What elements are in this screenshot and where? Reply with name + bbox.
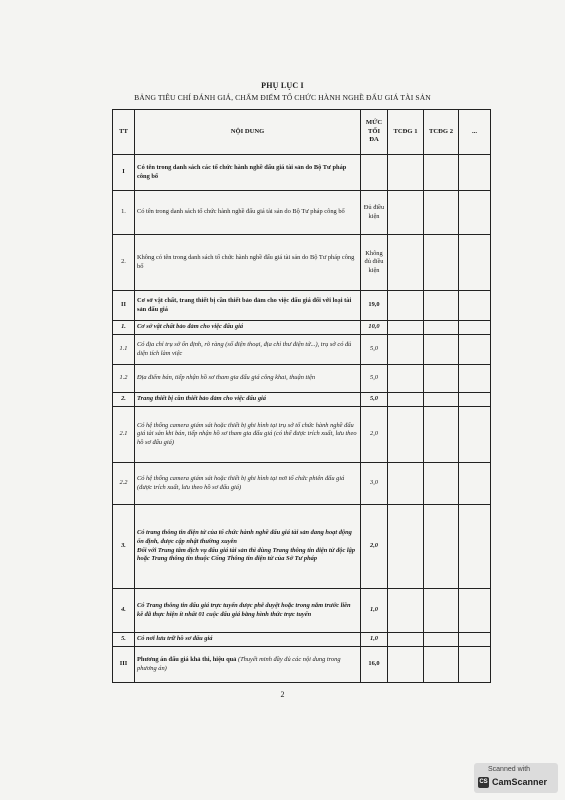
row-tt: 4. — [113, 589, 135, 633]
col-header-content: NỘI DUNG — [135, 110, 361, 155]
criteria-table — [112, 109, 491, 683]
table-row — [113, 647, 491, 683]
table-row — [113, 393, 491, 407]
row-max-score: 5,0 — [361, 393, 388, 407]
tcdg2-cell — [424, 407, 459, 463]
table-row — [113, 321, 491, 335]
row-content: Trang thiết bị cần thiết bảo đảm cho việc đấu giá — [135, 393, 361, 407]
col-header-tcdg2: TCĐG 2 — [424, 110, 459, 155]
row-max-score: 5,0 — [361, 365, 388, 393]
tcdg2-cell — [424, 633, 459, 647]
tcdg1-cell — [388, 505, 424, 589]
table-row — [113, 191, 491, 235]
more-cell — [459, 291, 491, 321]
row-tt: 2. — [113, 235, 135, 291]
tcdg2-cell — [424, 191, 459, 235]
tcdg2-cell — [424, 589, 459, 633]
row-max-score: 1,0 — [361, 633, 388, 647]
tcdg2-cell — [424, 291, 459, 321]
more-cell — [459, 235, 491, 291]
row-content: Không có tên trong danh sách tổ chức hành nghề đấu giá tài sản do Bộ Tư pháp công bố — [135, 235, 361, 291]
tcdg1-cell — [388, 335, 424, 365]
tcdg2-cell — [424, 463, 459, 505]
tcdg2-cell — [424, 155, 459, 191]
table-row — [113, 235, 491, 291]
row-content-main: Phương án đấu giá khả thi, hiệu quả — [137, 655, 237, 663]
row-content: Có địa chỉ trụ sở ổn định, rõ ràng (số điện thoại, địa chỉ thư điện tử...), trụ sở có đủ diện tích làm việc — [135, 335, 361, 365]
table-row — [113, 589, 491, 633]
page-number: 2 — [280, 690, 285, 699]
row-max-score: 2,0 — [361, 505, 388, 589]
row-content: Có tên trong danh sách tổ chức hành nghề đấu giá tài sản do Bộ Tư pháp công bố — [135, 191, 361, 235]
table-row — [113, 407, 491, 463]
row-tt: 5. — [113, 633, 135, 647]
row-content-note: (Thuyết minh đầy đủ các nội dung trong phương án) — [137, 655, 341, 672]
row-max-score: 5,0 — [361, 335, 388, 365]
tcdg1-cell — [388, 589, 424, 633]
tcdg1-cell — [388, 365, 424, 393]
row-tt: I — [113, 155, 135, 191]
tcdg2-cell — [424, 235, 459, 291]
row-tt: III — [113, 647, 135, 683]
more-cell — [459, 393, 491, 407]
row-tt: 1. — [113, 321, 135, 335]
row-tt: 2.1 — [113, 407, 135, 463]
more-cell — [459, 321, 491, 335]
col-header-max-score: MỨC TỐI ĐA — [361, 110, 388, 155]
row-max-score: Không đủ điều kiện — [361, 235, 388, 291]
row-tt: 2. — [113, 393, 135, 407]
camscanner-logo-icon: CS — [478, 777, 489, 788]
more-cell — [459, 407, 491, 463]
camscanner-name: CamScanner — [492, 777, 548, 787]
col-header-more: ... — [459, 110, 491, 155]
tcdg2-cell — [424, 647, 459, 683]
tcdg1-cell — [388, 633, 424, 647]
row-tt: II — [113, 291, 135, 321]
row-tt: 1.1 — [113, 335, 135, 365]
more-cell — [459, 335, 491, 365]
more-cell — [459, 155, 491, 191]
tcdg1-cell — [388, 235, 424, 291]
more-cell — [459, 589, 491, 633]
table-row — [113, 633, 491, 647]
tcdg2-cell — [424, 505, 459, 589]
row-content: Cơ sở vật chất bảo đảm cho việc đấu giá — [135, 321, 361, 335]
tcdg2-cell — [424, 321, 459, 335]
tcdg1-cell — [388, 291, 424, 321]
table-row — [113, 463, 491, 505]
tcdg1-cell — [388, 191, 424, 235]
more-cell — [459, 633, 491, 647]
row-content: Có Trang thông tin đấu giá trực tuyến được phê duyệt hoặc trong năm trước liền kề đã thực hiện ít nhất 01 cuộc đấu giá bằng hình thức trực tuyến — [135, 589, 361, 633]
tcdg1-cell — [388, 393, 424, 407]
more-cell — [459, 365, 491, 393]
table-row — [113, 335, 491, 365]
row-content: Có hệ thống camera giám sát hoặc thiết bị ghi hình tại trụ sở tổ chức hành nghề đấu giá tài sản khi bán, tiếp nhận hồ sơ tham gia đấu giá (có thể được trích xuất, lưu theo hồ sơ đấu giá) — [135, 407, 361, 463]
row-max-score: 19,0 — [361, 291, 388, 321]
table-row — [113, 365, 491, 393]
tcdg2-cell — [424, 393, 459, 407]
table-row — [113, 155, 491, 191]
row-max-score: 1,0 — [361, 589, 388, 633]
row-content: Có nơi lưu trữ hồ sơ đấu giá — [135, 633, 361, 647]
row-max-score: Đủ điều kiện — [361, 191, 388, 235]
appendix-heading: PHỤ LỤC I — [261, 81, 304, 90]
row-max-score: 2,0 — [361, 407, 388, 463]
more-cell — [459, 647, 491, 683]
row-tt: 1. — [113, 191, 135, 235]
row-content — [135, 647, 361, 683]
more-cell — [459, 191, 491, 235]
row-content: Có trang thông tin điện tử của tổ chức hành nghề đấu giá tài sản đang hoạt động ổn định, được cập nhật thường xuyên Đối với Trung tâm dịch vụ đấu giá tài sản thì dùng Trang thông tin điện tử độc lập hoặc Trang thông tin thuộc Cổng Thông tin điện tử của Sở Tư pháp — [135, 505, 361, 589]
tcdg1-cell — [388, 155, 424, 191]
tcdg2-cell — [424, 365, 459, 393]
row-max-score: 10,0 — [361, 321, 388, 335]
more-cell — [459, 463, 491, 505]
row-content: Có hệ thống camera giám sát hoặc thiết bị ghi hình tại nơi tổ chức phiên đấu giá (được trích xuất, lưu theo hồ sơ đấu giá) — [135, 463, 361, 505]
tcdg1-cell — [388, 463, 424, 505]
row-max-score: 3,0 — [361, 463, 388, 505]
scanned-with-label: Scanned with — [488, 766, 531, 773]
col-header-tcdg1: TCĐG 1 — [388, 110, 424, 155]
row-tt: 3. — [113, 505, 135, 589]
row-content: Cơ sở vật chất, trang thiết bị cần thiết bảo đảm cho việc đấu giá đối với loại tài sản đấu giá — [135, 291, 361, 321]
more-cell — [459, 505, 491, 589]
table-row — [113, 505, 491, 589]
tcdg1-cell — [388, 647, 424, 683]
table-row — [113, 291, 491, 321]
row-max-score — [361, 155, 388, 191]
table-subheading: BẢNG TIÊU CHÍ ĐÁNH GIÁ, CHẤM ĐIỂM TỔ CHỨC HÀNH NGHỀ ĐẤU GIÁ TÀI SẢN — [134, 93, 431, 102]
row-tt: 2.2 — [113, 463, 135, 505]
row-content: Địa điểm bán, tiếp nhận hồ sơ tham gia đấu giá công khai, thuận tiện — [135, 365, 361, 393]
row-content: Có tên trong danh sách các tổ chức hành nghề đấu giá tài sản do Bộ Tư pháp công bố — [135, 155, 361, 191]
tcdg2-cell — [424, 335, 459, 365]
col-header-tt: TT — [113, 110, 135, 155]
camscanner-watermark — [474, 763, 558, 793]
table-header-row — [113, 110, 491, 155]
row-tt: 1.2 — [113, 365, 135, 393]
tcdg1-cell — [388, 321, 424, 335]
row-max-score: 16,0 — [361, 647, 388, 683]
tcdg1-cell — [388, 407, 424, 463]
